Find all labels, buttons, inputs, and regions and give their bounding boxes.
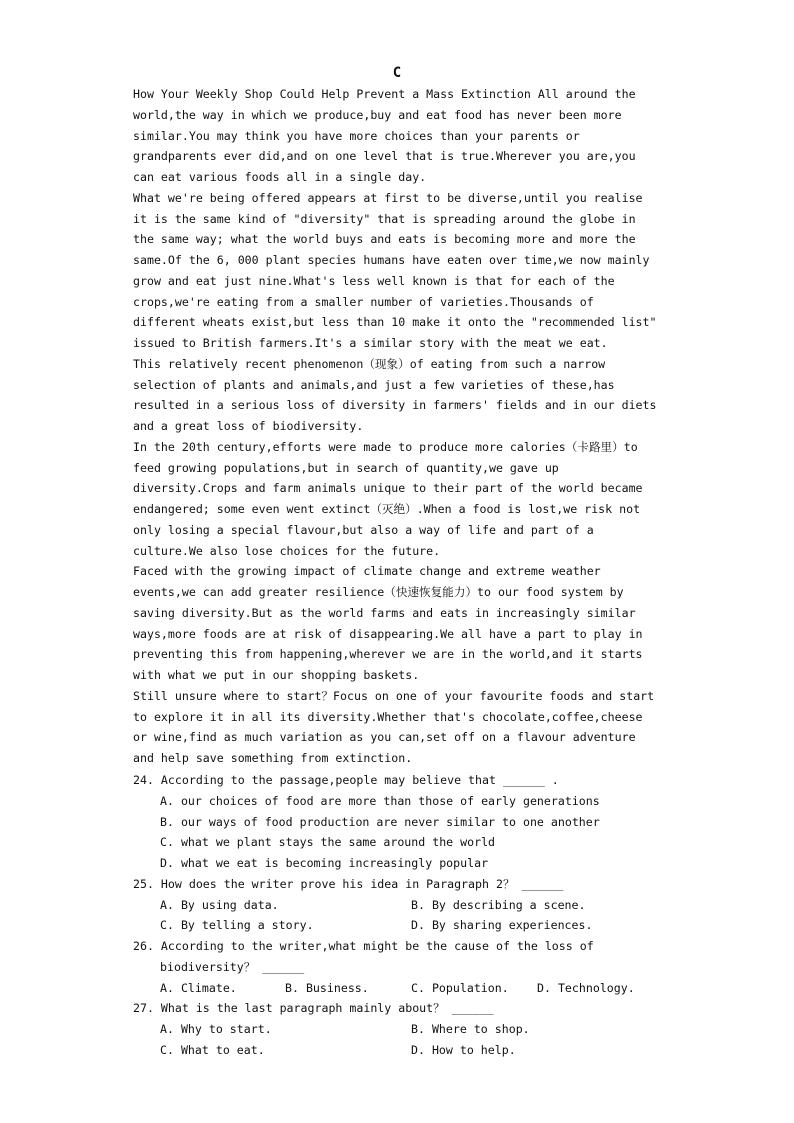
passage-line: resulted in a serious loss of diversity in farmers' fields and in our diets — [133, 398, 657, 413]
question-27 — [133, 998, 673, 1060]
passage-line: diversity.Crops and farm animals unique to their part of the world became — [133, 481, 643, 496]
passage-line: endangered; some even went extinct（灭绝）.When a food is lost,we risk not — [133, 502, 641, 516]
option-c: C. what we plant stays the same around the world — [160, 835, 496, 850]
passage-line: and help save something from extinction. — [133, 751, 413, 765]
option-c: C. By telling a story. — [160, 918, 314, 933]
option-c: C. Population. — [411, 980, 509, 995]
passage-line: and a great loss of biodiversity. — [133, 419, 364, 433]
section-letter: C — [392, 65, 402, 81]
passage-line: saving diversity.But as the world farms and eats in increasingly similar — [133, 605, 636, 620]
option-row — [133, 915, 673, 936]
option-b: B. By describing a scene. — [411, 897, 586, 912]
passage-line: same.Of the 6, 000 plant species humans have eaten over time,we now mainly — [133, 253, 650, 267]
option-d: D. Technology. — [537, 980, 635, 995]
passage-line: What we're being offered appears at first to be diverse,until you realise — [133, 190, 643, 205]
passage-line: only losing a special flavour,but also a way of life and part of a — [133, 522, 594, 537]
option-d: D. How to help. — [411, 1042, 516, 1057]
passage-line: world,the way in which we produce,buy and eat food has never been more — [133, 107, 622, 122]
passage-line: it is the same kind of "diversity" that is spreading around the globe in — [133, 211, 636, 226]
passage-line: preventing this from happening,wherever we are in the world,and it starts — [133, 647, 643, 662]
passage-line: different wheats exist,but less than 10 make it onto the "recommended list" — [133, 315, 657, 330]
passage-line: can eat various foods all in a single day. — [133, 170, 427, 184]
passage-line: similar.You may think you have more choices than your parents or — [133, 128, 580, 143]
question-stem: 27. What is the last paragraph mainly about？ ______ — [133, 1001, 494, 1016]
question-list — [133, 770, 673, 1061]
passage-line: to explore it in all its diversity.Whether that's chocolate,coffee,cheese — [133, 709, 643, 724]
question-24 — [133, 770, 673, 874]
passage-line: selection of plants and animals,and just a few varieties of these,has — [133, 377, 615, 392]
option-d: D. By sharing experiences. — [411, 918, 593, 933]
passage-line: events,we can add greater resilience（快速恢复能力）to our food system by — [133, 585, 624, 599]
option-b: B. Where to shop. — [411, 1022, 530, 1036]
option-row — [133, 978, 673, 999]
passage-line: issued to British farmers.It's a similar story with the meat we eat. — [133, 336, 608, 350]
option-a: A. Why to start. — [160, 1022, 272, 1036]
passage-line: grandparents ever did,and on one level that is true.Wherever you are,you — [133, 149, 636, 164]
option-a: A. our choices of food are more than those of early generations — [160, 793, 600, 808]
passage-line: Faced with the growing impact of climate change and extreme weather — [133, 564, 601, 579]
question-stem: 24. According to the passage,people may believe that ______ . — [133, 773, 559, 787]
passage-line: crops,we're eating from a smaller number of varieties.Thousands of — [133, 294, 594, 309]
passage-line: with what we put in our shopping baskets. — [133, 668, 420, 682]
option-d: D. what we eat is becoming increasingly popular — [160, 856, 489, 870]
question-stem: 25. How does the writer prove his idea in Paragraph 2？ ______ — [133, 876, 564, 891]
reading-passage — [133, 84, 673, 769]
option-row — [133, 1040, 673, 1061]
option-b: B. our ways of food production are never similar to one another — [160, 814, 600, 829]
option-b: B. Business. — [285, 980, 369, 995]
passage-line: In the 20th century,efforts were made to produce more calories（卡路里）to — [133, 439, 638, 454]
option-row — [133, 1019, 673, 1040]
question-25 — [133, 874, 673, 936]
passage-line: grow and eat just nine.What's less well known is that for each of the — [133, 273, 615, 288]
passage-line: or wine,find as much variation as you can,set off on a flavour adventure — [133, 730, 636, 745]
option-a: A. Climate. — [160, 980, 237, 995]
passage-line: How Your Weekly Shop Could Help Prevent a Mass Extinction All around the — [133, 87, 636, 101]
question-stem: 26. According to the writer,what might be the cause of the loss of — [133, 939, 594, 953]
passage-line: ways,more foods are at risk of disappearing.We all have a part to play in — [133, 626, 643, 641]
passage-line: culture.We also lose choices for the future. — [133, 543, 441, 558]
question-26 — [133, 936, 673, 998]
passage-line: This relatively recent phenomenon（现象）of eating from such a narrow — [133, 356, 606, 371]
passage-line: the same way; what the world buys and eats is becoming more and more the — [133, 232, 636, 247]
passage-line: feed growing populations,but in search of quantity,we gave up — [133, 460, 559, 475]
option-c: C. What to eat. — [160, 1042, 265, 1057]
option-a: A. By using data. — [160, 897, 279, 912]
passage-line: Still unsure where to start？Focus on one of your favourite foods and start — [133, 688, 655, 703]
option-row — [133, 895, 673, 916]
question-stem-continued: biodiversity？ ______ — [160, 959, 305, 974]
